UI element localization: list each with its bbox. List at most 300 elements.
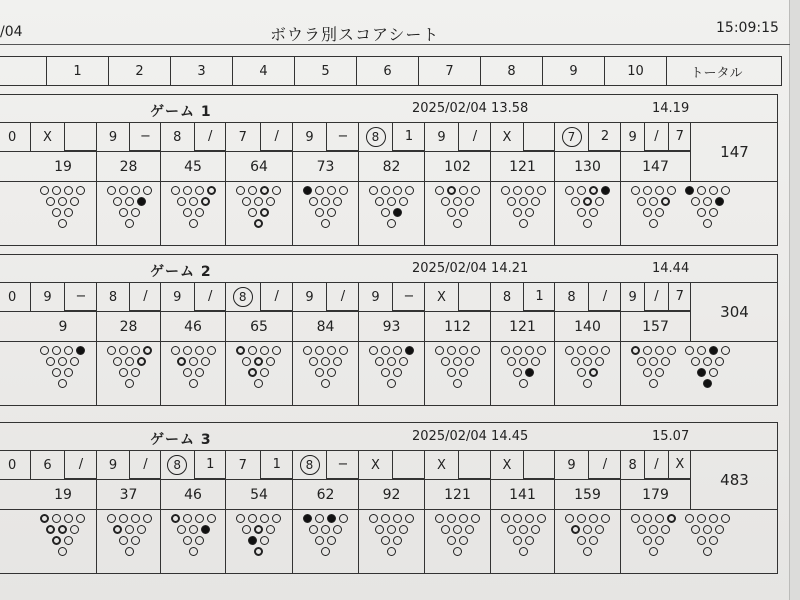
pin-icon (691, 357, 700, 366)
frame-10-rolls (620, 451, 690, 479)
pin-icon (119, 536, 128, 545)
pin-icon (589, 536, 598, 545)
pin-icon (709, 536, 718, 545)
pin-icon (643, 536, 652, 545)
roll-1 (97, 283, 129, 311)
pin-icon (387, 219, 396, 228)
pin-icon (315, 208, 324, 217)
pin-icon (721, 346, 730, 355)
roll-mark: 8 (567, 289, 576, 305)
frame-score: 62 (316, 486, 335, 503)
pin-icon (595, 197, 604, 206)
pin-icon (321, 547, 330, 556)
roll-2 (326, 283, 359, 311)
roll-1 (31, 123, 64, 151)
roll-mark: 8 (108, 289, 118, 305)
frame-6-score (358, 480, 424, 509)
pin-icon (459, 208, 468, 217)
pin-diagrams-row (0, 509, 777, 573)
pin-icon (513, 186, 522, 195)
pin-icon (459, 536, 468, 545)
pin-icon (691, 197, 700, 206)
header-divider (0, 44, 790, 45)
pin-icon (333, 357, 342, 366)
pin-icon (453, 525, 462, 534)
pin-icon (64, 368, 73, 377)
pin-icon (649, 525, 658, 534)
frame-7-rolls (424, 283, 490, 311)
roll-2 (458, 123, 491, 151)
game-label: ゲーム 3 (150, 432, 212, 448)
pin-icon (393, 514, 402, 523)
pin-icon (519, 525, 528, 534)
pin-icon (459, 514, 468, 523)
frame-header-10: 10 (604, 57, 666, 85)
roll-mark: / (143, 289, 148, 304)
pin-icon (242, 197, 251, 206)
frame-3-pins (160, 182, 225, 245)
frame-8-score (490, 152, 554, 181)
pin-icon (333, 197, 342, 206)
pin-icon (715, 525, 724, 534)
rolls-row (0, 451, 690, 479)
frame-10-pins (620, 510, 778, 573)
pin-icon (369, 186, 378, 195)
roll-1 (161, 451, 194, 479)
leading-zero: 0 (8, 130, 17, 145)
roll-mark: − (337, 457, 349, 472)
pin-icon (465, 525, 474, 534)
roll-2 (260, 451, 294, 479)
pin-icon (465, 197, 474, 206)
pin-icon (649, 197, 658, 206)
pin-icon (637, 525, 646, 534)
roll-2 (326, 451, 359, 479)
rolls-row (0, 283, 690, 311)
roll-3 (668, 283, 691, 311)
roll-mark: 7 (238, 129, 247, 145)
game-label: ゲーム 1 (150, 104, 212, 120)
pin-icon (709, 208, 718, 217)
pin-icon (260, 208, 269, 217)
frame-7-score (424, 480, 490, 509)
pin-icon (242, 525, 251, 534)
pin-icon (399, 357, 408, 366)
pin-icon (393, 368, 402, 377)
roll-mark: X (43, 129, 52, 145)
pin-diagrams-row (0, 341, 777, 405)
pin-icon (64, 186, 73, 195)
pin-icon (125, 219, 134, 228)
frame-6-score (358, 312, 424, 341)
roll-mark: 9 (371, 289, 380, 305)
pin-icon (519, 197, 528, 206)
leading-zero: 0 (8, 290, 17, 305)
pin-icon (52, 186, 61, 195)
pin-icon (254, 219, 263, 228)
pin-icon (189, 197, 198, 206)
pin-icon (601, 186, 610, 195)
pin-icon (189, 219, 198, 228)
roll-mark: / (654, 129, 659, 144)
pin-icon (236, 186, 245, 195)
pin-icon (507, 525, 516, 534)
frame-1-rolls (30, 283, 96, 311)
pin-icon (703, 379, 712, 388)
roll-mark: / (274, 129, 279, 144)
pin-icon (248, 514, 257, 523)
pin-icon (189, 525, 198, 534)
pin-icon (387, 197, 396, 206)
frame-5-rolls (292, 451, 358, 479)
pin-icon (303, 186, 312, 195)
roll-mark: 9 (108, 457, 118, 473)
pin-icon (58, 525, 67, 534)
pin-icon (631, 514, 640, 523)
pin-icon (131, 368, 140, 377)
pin-icon (595, 525, 604, 534)
roll-mark: 7 (238, 457, 247, 473)
pin-icon (107, 346, 116, 355)
pin-icon (577, 514, 586, 523)
pin-icon (183, 368, 192, 377)
pin-icon (131, 536, 140, 545)
roll-2 (644, 123, 667, 151)
pin-icon (143, 186, 152, 195)
pin-icon (125, 197, 134, 206)
pin-icon (589, 186, 598, 195)
pin-icon (119, 514, 128, 523)
frame-score: 19 (54, 486, 72, 503)
frame-score: 54 (250, 486, 268, 503)
pin-icon (201, 357, 210, 366)
game-block-1 (0, 94, 778, 246)
frame-header-6: 6 (356, 57, 418, 85)
pin-icon (321, 379, 330, 388)
roll-mark: − (337, 129, 349, 144)
frame-7-rolls (424, 451, 490, 479)
pin-icon (52, 368, 61, 377)
pin-icon (260, 368, 269, 377)
frame-5-score (292, 152, 358, 181)
pin-icon (143, 346, 152, 355)
roll-mark: / (654, 289, 659, 304)
pin-icon (601, 514, 610, 523)
roll-1 (226, 123, 260, 151)
frame-score: 28 (119, 318, 138, 335)
roll-2 (392, 123, 425, 151)
pin-icon (531, 525, 540, 534)
roll-mark: 1 (404, 129, 414, 144)
pin-icon (309, 357, 318, 366)
pin-icon (58, 357, 67, 366)
frame-1-rolls (30, 451, 96, 479)
rolls-row (0, 123, 690, 151)
pin-icon (327, 186, 336, 195)
pin-icon (64, 536, 73, 545)
roll-2 (588, 451, 621, 479)
pin-icon (189, 357, 198, 366)
pin-icon (703, 219, 712, 228)
frame-4-rolls (225, 123, 292, 151)
frame-6-rolls (358, 283, 424, 311)
pin-icon (405, 346, 414, 355)
pin-icon (697, 536, 706, 545)
pin-icon (125, 547, 134, 556)
pin-icon (254, 197, 263, 206)
pin-icon (387, 379, 396, 388)
pin-icon (119, 186, 128, 195)
pin-icon (113, 357, 122, 366)
pin-icon (315, 536, 324, 545)
roll-mark: 9 (305, 289, 314, 305)
roll-mark: 1 (206, 457, 215, 472)
pin-icon (339, 514, 348, 523)
pin-icon (667, 514, 676, 523)
pin-icon (40, 514, 49, 523)
roll-mark: 7 (675, 289, 684, 304)
roll-mark: / (208, 129, 213, 144)
pin-icon (721, 514, 730, 523)
pin-icon (583, 547, 592, 556)
roll-mark: 1 (272, 457, 281, 472)
pin-icon (119, 208, 128, 217)
cumulative-scores-row (0, 151, 690, 181)
pin-icon (697, 208, 706, 217)
roll-1 (226, 451, 260, 479)
frame-9-rolls (554, 123, 620, 151)
pin-icon (519, 219, 528, 228)
pin-icon (655, 208, 664, 217)
frame-4-pins (225, 182, 292, 245)
pin-icon (327, 346, 336, 355)
pin-icon (643, 186, 652, 195)
pin-icon (321, 197, 330, 206)
game-total: 483 (690, 451, 778, 509)
frame-3-score (160, 312, 225, 341)
frame-header-2: 2 (108, 57, 170, 85)
pin-icon (46, 197, 55, 206)
pin-icon (236, 514, 245, 523)
frame-score: 140 (574, 318, 601, 335)
roll-2 (326, 123, 359, 151)
frame-score: 65 (250, 318, 268, 335)
roll-2 (194, 451, 227, 479)
game-label: ゲーム 2 (150, 264, 212, 280)
pin-icon (501, 186, 510, 195)
pin-icon (381, 368, 390, 377)
pin-icon (649, 547, 658, 556)
frame-score: 121 (509, 158, 536, 175)
pin-icon (248, 186, 257, 195)
pin-icon (189, 379, 198, 388)
pin-icon (715, 197, 724, 206)
roll-1 (293, 283, 326, 311)
pin-icon (107, 514, 116, 523)
roll-1 (359, 123, 392, 151)
pin-icon (171, 346, 180, 355)
pin-icon (52, 346, 61, 355)
pin-icon (131, 346, 140, 355)
frame-1-pins (30, 510, 96, 573)
pin-icon (369, 514, 378, 523)
pin-icon (637, 197, 646, 206)
frame-score: 102 (444, 158, 471, 175)
pin-icon (327, 514, 336, 523)
pin-icon (643, 368, 652, 377)
frame-10-rolls (620, 123, 690, 151)
frame-10-score (620, 480, 690, 509)
pin-icon (519, 379, 528, 388)
pin-icon (131, 208, 140, 217)
pin-icon (315, 186, 324, 195)
frame-7-rolls (424, 123, 490, 151)
pin-icon (405, 186, 414, 195)
frame-score: 112 (444, 318, 471, 335)
frame-7-pins (424, 182, 490, 245)
frame-header-9: 9 (542, 57, 604, 85)
frame-score: 19 (54, 158, 72, 175)
pin-icon (393, 536, 402, 545)
leading-zero: 0 (8, 458, 17, 473)
roll-2 (644, 283, 667, 311)
pin-icon (531, 357, 540, 366)
frame-4-rolls (225, 283, 292, 311)
pin-icon (589, 208, 598, 217)
game-end-time: 14.19 (652, 101, 690, 116)
pin-icon (309, 525, 318, 534)
pin-icon (583, 525, 592, 534)
pin-icon (453, 379, 462, 388)
game-start-time: 2025/02/04 13.58 (412, 101, 529, 116)
roll-1 (293, 451, 326, 479)
pin-icon (577, 186, 586, 195)
frame-score: 73 (316, 158, 335, 175)
frame-1-score (30, 152, 96, 181)
pin-icon (387, 547, 396, 556)
pin-icon (513, 536, 522, 545)
pin-icon (248, 208, 257, 217)
pin-icon (254, 525, 263, 534)
pin-icon (441, 357, 450, 366)
roll-mark: − (75, 289, 87, 304)
roll-1 (555, 451, 588, 479)
pin-icon (171, 514, 180, 523)
pin-icon (248, 368, 257, 377)
roll-2 (129, 451, 161, 479)
pin-icon (381, 186, 390, 195)
pin-icon (52, 536, 61, 545)
frame-9-rolls (554, 451, 620, 479)
roll-1 (97, 451, 129, 479)
pin-icon (195, 346, 204, 355)
pin-icon (369, 346, 378, 355)
print-time: 15:09:15 (716, 20, 779, 36)
pin-icon (697, 368, 706, 377)
pin-icon (649, 357, 658, 366)
frame-score: 141 (509, 486, 536, 503)
pin-icon (183, 186, 192, 195)
pin-icon (183, 514, 192, 523)
pin-icon (501, 514, 510, 523)
roll-mark: 9 (567, 457, 576, 473)
pin-icon (643, 208, 652, 217)
game-end-time: 15.07 (652, 429, 690, 444)
roll-mark: 8 (173, 129, 182, 145)
roll-2 (392, 283, 425, 311)
frame-6-rolls (358, 451, 424, 479)
roll-2 (260, 123, 294, 151)
frame-score: 46 (184, 318, 202, 335)
pin-icon (453, 547, 462, 556)
game-start-time: 2025/02/04 14.45 (412, 429, 529, 444)
frame-9-pins (554, 342, 620, 405)
roll-1 (621, 283, 644, 311)
game-total: 304 (690, 283, 778, 341)
frame-score: 130 (574, 158, 601, 175)
pin-icon (393, 208, 402, 217)
roll-mark: 8 (628, 457, 637, 473)
game-header (0, 95, 777, 123)
pin-icon (46, 525, 55, 534)
frame-score: 157 (642, 318, 669, 335)
frame-2-rolls (96, 451, 160, 479)
pin-icon (405, 514, 414, 523)
pin-icon (201, 525, 210, 534)
pin-icon (327, 208, 336, 217)
frame-7-score (424, 152, 490, 181)
pin-icon (272, 346, 281, 355)
frame-8-score (490, 312, 554, 341)
pin-icon (119, 346, 128, 355)
pin-icon (577, 208, 586, 217)
pin-icon (703, 547, 712, 556)
pin-icon (333, 525, 342, 534)
roll-2 (260, 283, 294, 311)
roll-mark: 9 (628, 129, 637, 145)
frame-3-pins (160, 510, 225, 573)
pin-icon (661, 525, 670, 534)
roll-mark: / (602, 289, 608, 304)
roll-mark: / (208, 289, 213, 304)
pin-icon (565, 346, 574, 355)
pin-icon (583, 357, 592, 366)
roll-3 (668, 451, 691, 479)
pin-icon (195, 208, 204, 217)
pin-icon (447, 186, 456, 195)
pin-icon (207, 186, 216, 195)
print-date-partial: /04 (0, 24, 23, 40)
pin-icon (441, 525, 450, 534)
roll-mark: X (502, 457, 512, 473)
roll-mark: 9 (108, 129, 118, 145)
pin-icon (709, 514, 718, 523)
pin-icon (254, 357, 263, 366)
pin-icon (266, 525, 275, 534)
frame-10-score (620, 312, 690, 341)
pin-icon (447, 346, 456, 355)
split-mark: 8 (167, 455, 187, 475)
frame-1-pins (30, 182, 96, 245)
pin-icon (381, 514, 390, 523)
roll-2 (458, 451, 491, 479)
pin-icon (260, 514, 269, 523)
pin-icon (248, 346, 257, 355)
pin-icon (721, 186, 730, 195)
frame-4-score (225, 312, 292, 341)
roll-2 (523, 283, 555, 311)
pin-icon (339, 346, 348, 355)
